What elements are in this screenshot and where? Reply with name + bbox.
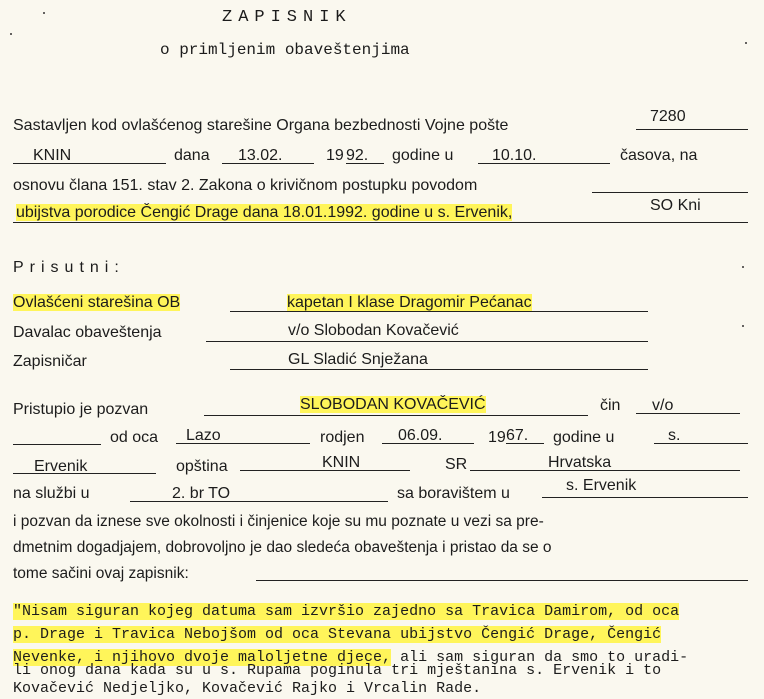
opstina-underline bbox=[240, 470, 410, 471]
birth-place-underline-1 bbox=[654, 443, 748, 444]
dana-label: dana bbox=[174, 147, 210, 164]
scan-speck bbox=[742, 266, 744, 268]
birth-place-underline-2 bbox=[13, 473, 156, 474]
opstina-value: KNIN bbox=[322, 454, 361, 471]
zapisnicar-underline bbox=[230, 369, 648, 370]
intro-line-1: i pozvan da iznese sve okolnosti i činjenice koje su mu poznate u vezi sa pre- bbox=[13, 513, 544, 530]
republic-value: Hrvatska bbox=[548, 454, 612, 471]
povod-underline-2 bbox=[13, 222, 748, 223]
statement-line-3: Nevenke, i njihovo dvoje maloljetne djece, ali sam siguran da smo to uradi- bbox=[13, 649, 689, 666]
year-suffix: 92. bbox=[346, 147, 369, 164]
scan-speck bbox=[43, 12, 45, 14]
casova-label: časova, na bbox=[620, 147, 698, 164]
davalac-underline bbox=[206, 341, 648, 342]
birth-date-value: 06.09. bbox=[398, 427, 443, 444]
prisutni-value-zapisnicar: GL Sladić Snježana bbox=[288, 351, 428, 368]
statement-line-4: li onog dana kada su u s. Rupama poginula tri mještanina s. Ervenik i to bbox=[13, 662, 662, 679]
prisutni-label-zapisnicar: Zapisničar bbox=[13, 353, 87, 370]
od-oca-label: od oca bbox=[110, 429, 159, 446]
statement-line-5: Kovačević Nedjeljko, Kovačević Rajko i Vrcalin Rade. bbox=[13, 680, 482, 697]
birth-year-underline bbox=[506, 443, 544, 444]
header-line1-label: Sastavljen kod ovlašćenog starešine Organa bezbednosti Vojne pošte bbox=[13, 117, 509, 134]
prisutni-heading: Prisutni: bbox=[13, 259, 125, 276]
povod-text bbox=[16, 203, 512, 223]
document-title: ZAPISNIK bbox=[222, 8, 352, 27]
service-unit-value: 2. br TO bbox=[172, 485, 231, 502]
scan-speck bbox=[745, 42, 747, 44]
opstina-label: opština bbox=[176, 458, 228, 475]
na-sluzbi-label: na službi u bbox=[13, 485, 90, 502]
vojna-posta-underline bbox=[636, 129, 748, 130]
place-underline bbox=[13, 163, 166, 164]
statement-line-1: "Nisam siguran kojeg datuma sam izvršio zajedno sa Travica Damirom, od oca bbox=[13, 603, 680, 620]
birth-place-value: Ervenik bbox=[34, 458, 88, 475]
intro-line-2: dmetnim dogadjajem, dobrovoljno je dao sledeća obaveštenja i pristao da se o bbox=[13, 539, 552, 556]
service-underline bbox=[130, 501, 388, 502]
birth-godine-u-label: godine u bbox=[553, 429, 615, 446]
year-prefix: 19 bbox=[326, 147, 344, 164]
date-underline bbox=[222, 163, 314, 164]
intro-underline bbox=[256, 580, 748, 581]
birth-date-underline bbox=[382, 443, 474, 444]
republic-underline bbox=[470, 470, 740, 471]
header-line3: osnovu člana 151. stav 2. Zakona o krivičnom postupku povodom bbox=[13, 177, 478, 194]
pristupio-label: Pristupio je pozvan bbox=[13, 401, 149, 418]
rank-underline bbox=[636, 413, 740, 414]
scan-speck bbox=[742, 325, 744, 327]
birth-place-s: s. bbox=[668, 427, 681, 444]
prisutni-label-davalac: Davalac obaveštenja bbox=[13, 324, 162, 341]
intro-line-3: tome sačini ovaj zapisnik: bbox=[13, 565, 189, 582]
father-value: Lazo bbox=[186, 427, 221, 444]
residence-value: s. Ervenik bbox=[566, 477, 637, 494]
cin-label: čin bbox=[600, 397, 621, 414]
povod-end: SO Kni bbox=[650, 197, 701, 214]
vojna-posta-value: 7280 bbox=[650, 108, 686, 125]
residence-underline bbox=[542, 497, 748, 498]
povod-highlight: ubijstva porodice Čengić Drage dana 18.01.1992. godine u s. Ervenik, bbox=[16, 204, 513, 221]
rank-value: v/o bbox=[652, 397, 674, 414]
prisutni-value-davalac: v/o Slobodan Kovačević bbox=[288, 322, 459, 339]
povod-underline-1 bbox=[592, 192, 748, 193]
ovlasceni-underline bbox=[230, 311, 648, 312]
prisutni-label-ovlasceni: Ovlašćeni starešina OB bbox=[13, 294, 181, 311]
time-value: 10.10. bbox=[492, 147, 537, 164]
birth-year-prefix: 19 bbox=[488, 429, 506, 446]
prisutni-value-ovlasceni: kapetan I klase Dragomir Pećanac bbox=[287, 294, 532, 311]
blank-underline bbox=[13, 444, 101, 445]
year-underline bbox=[346, 163, 384, 164]
date-value: 13.02. bbox=[238, 147, 283, 164]
time-underline bbox=[478, 163, 610, 164]
father-underline bbox=[176, 443, 310, 444]
rodjen-label: rodjen bbox=[320, 429, 365, 446]
document-subtitle: o primljenim obaveštenjima bbox=[160, 41, 410, 59]
scan-speck bbox=[10, 33, 12, 35]
witness-name: SLOBODAN KOVAČEVIĆ bbox=[300, 396, 486, 413]
place-value: KNIN bbox=[33, 147, 72, 164]
boraviste-label: sa boravištem u bbox=[397, 485, 510, 502]
birth-year-suffix: 67. bbox=[506, 427, 529, 444]
name-underline bbox=[204, 415, 588, 416]
godine-u-label: godine u bbox=[392, 147, 454, 164]
sr-label: SR bbox=[445, 456, 468, 473]
statement-line-2: p. Drage i Travica Nebojšom od oca Stevana ubijstvo Čengić Drage, Čengić bbox=[13, 626, 662, 643]
